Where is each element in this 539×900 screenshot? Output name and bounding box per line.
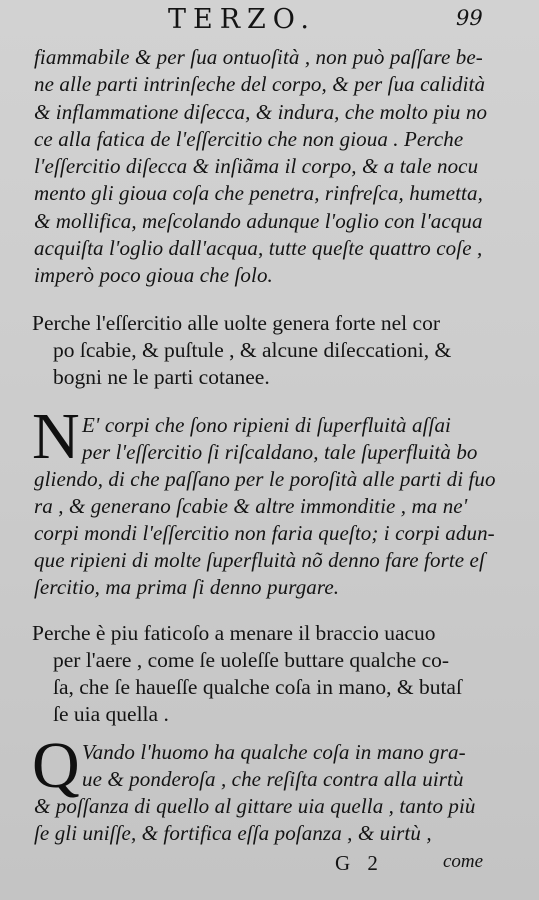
running-head: TERZO. [168, 4, 316, 35]
text-line: & inflammatione diſecca, & indura, che molto piu no [34, 100, 488, 124]
text-line: bogni ne le parti cotanee. [53, 365, 270, 389]
text-line: per l'eſſercitio ſi riſcaldano, tale ſuperfluità bo [82, 440, 478, 464]
text-line: E' corpi che ſono ripieni di ſuperfluità aſſai [82, 413, 451, 437]
text-line: ce alla fatica de l'eſſercitio che non gioua . Perche [34, 127, 464, 151]
text-line: ſe gli uniſſe, & fortifica eſſa poſanza , & uirtù , [34, 821, 432, 845]
drop-cap: Q [32, 729, 80, 802]
text-line: acquiſta l'oglio dall'acqua, tutte queſte quattro coſe , [34, 236, 483, 260]
text-line: ſa, che ſe haueſſe qualche coſa in mano, & butaſ [53, 675, 462, 699]
text-line: ue & ponderoſa , che reſiſta contra alla uirtù [82, 767, 464, 791]
text-line: imperò poco gioua che ſolo. [34, 263, 273, 287]
text-line: l'eſſercitio diſecca & inſiãma il corpo, & a tale nocu [34, 154, 479, 178]
text-line: ſercitio, ma prima ſi denno purgare. [34, 575, 340, 599]
text-line: ra , & generano ſcabie & altre immonditie , ma ne' [34, 494, 468, 518]
text-line: corpi mondi l'eſſercitio non faria queſto; i corpi adun- [34, 521, 495, 545]
text-line: ſe uia quella . [53, 702, 169, 726]
drop-cap: N [32, 400, 80, 473]
page-number: 99 [456, 6, 483, 30]
text-line: gliendo, di che paſſano per le poroſità alle parti di fuo [34, 467, 496, 491]
text-line: mento gli gioua coſa che penetra, rinfreſca, humetta, [34, 181, 483, 205]
text-line: ne alle parti intrinſeche del corpo, & per ſua calidità [34, 72, 486, 96]
text-line: Vando l'huomo ha qualche coſa in mano gra- [82, 740, 466, 764]
text-line: & mollifica, meſcolando adunque l'oglio con l'acqua [34, 209, 483, 233]
text-line: Perche è piu faticoſo a menare il braccio uacuo [32, 621, 436, 645]
text-line: fiammabile & per ſua ontuoſità , non può paſſare be- [34, 45, 483, 69]
text-line: per l'aere , come ſe uoleſſe buttare qualche co- [53, 648, 450, 672]
signature-mark: G 2 [335, 851, 384, 875]
catchword: come [443, 851, 484, 872]
text-line: que ripieni di molte ſuperfluità nõ denno fare forte eſ [34, 548, 485, 572]
text-line: po ſcabie, & puſtule , & alcune diſeccationi, & [53, 338, 452, 362]
text-line: Perche l'eſſercitio alle uolte genera forte nel cor [32, 311, 440, 335]
text-line: & poſſanza di quello al gittare uia quella , tanto più [34, 794, 476, 818]
